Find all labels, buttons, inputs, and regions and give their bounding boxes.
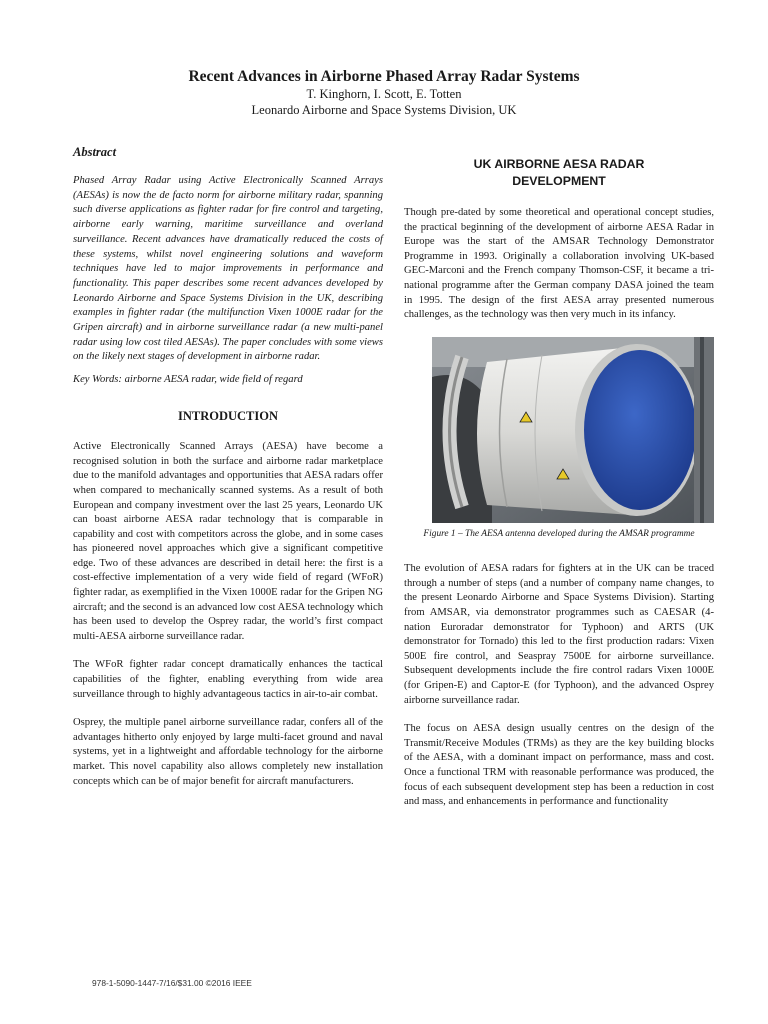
right-column xyxy=(404,156,714,810)
aesa-antenna-photo xyxy=(432,337,714,523)
abstract-text: Phased Array Radar using Active Electronically Scanned Arrays (AESAs) is now the de facto norm for airborne military radar, spanning such diverse applications as fighter radar for fire control and targeting, airborne early warning, maritime surveillance and overland surveillance. Recent advances have dramatically reduced the costs of these systems, whilst novel engineering solutions and waveform techniques have led to major improvements in performance and functionality. This paper describes some recent advances developed by Leonardo Airborne and Space Systems Division in the UK, describing examples in fighter radar (the multifunction Vixen 1000E radar for the Gripen aircraft) and in airborne surveillance radar (a new multi-panel radar using low cost tiled AESAs). The paper concludes with some views on the likely next stages of development in airborne radar. xyxy=(73,175,383,363)
paper-authors: T. Kinghorn, I. Scott, E. Totten xyxy=(306,87,462,101)
introduction-paragraph-3: Osprey, the multiple panel airborne surveillance radar, confers all of the advantages hitherto only enjoyed by large multi-facet ground and naval systems, yet in a lightweight and affordable technology for the airborne market. This novel capability also allows completely new installation concepts which can be of major benefit for aircraft manufacturers. xyxy=(73,717,383,787)
uk-section-paragraph-3: The focus on AESA design usually centres on the design of the Transmit/Receive Modules (TRMs) as they are the key building blocks of the AESA, with a dominant impact on performance, mass and cost. Once a functional TRM with reasonable performance was produced, the focus of each subsequent development step has been a reduction in cost and mass, and enhancements in performance and functionality xyxy=(404,723,714,808)
left-column xyxy=(73,145,383,789)
keywords: Key Words: airborne AESA radar, wide field of regard xyxy=(73,374,303,386)
paper-title: Recent Advances in Airborne Phased Array Radar Systems xyxy=(188,68,580,85)
uk-section-heading xyxy=(404,156,714,190)
introduction-paragraph-2: The WFoR fighter radar concept dramatically enhances the tactical capabilities of the fighter, enabling everything from wide area surveillance through to highly advantageous tactics in air-to-air combat. xyxy=(73,659,383,700)
uk-section-heading-line-2: DEVELOPMENT xyxy=(512,174,606,188)
introduction-heading: INTRODUCTION xyxy=(177,409,278,424)
uk-section-paragraph-1: Though pre-dated by some theoretical and operational concept studies, the practical beginning of the development of airborne AESA Radar in Europe was the start of the AMSAR Technology Demonstrator Programme in 1993. Originally a collaboration involving UK-based GEC-Marconi and the French company Thomson-CSF, it became a tri-national programme after the German company DASA joined the team in 1995. The design of the first AESA array presented numerous challenges, as the technology was then very much in its infancy. xyxy=(404,207,714,321)
paper-affiliation: Leonardo Airborne and Space Systems Division, UK xyxy=(251,103,517,117)
uk-section-paragraph-2: The evolution of AESA radars for fighters at in the UK can be traced through a number of steps (and a number of company name changes, to the present Leonardo Airborne and Space Systems Division). Starting from AMSAR, via demonstrator programmes such as CAESAR (4-nation Euroradar demonstrator for Typhoon) and ARTS (UK demonstrator for Tornado) this led to the first production radars: Vixen 500E fire control, and Seaspray 7500E for airborne surveillance. Subsequent developments include the fire control radars Vixen 1000E (for Gripen-E) and Captor-E (for Typhoon), and the advanced Osprey airborne surveillance radar. xyxy=(404,563,714,706)
introduction-paragraph-1: Active Electronically Scanned Arrays (AESA) have become a recognised solution in both the surface and airborne radar marketplace due to the manifold advantages and opportunities that AESA radars offer when compared to mechanically scanned systems. As a result of both European and company investment over the last 25 years, Leonardo UK can boast airborne AESA radar technology that is comparable in capability and cost with competitors across the globe, and in some cases has pioneered novel approaches which give a significant competitive edge. Two of these advances are described in detail here: the first is a cost-effective implementation of a very wide field of regard (WFoR) fighter radar, as exemplified in the Vixen 1000E radar for the Gripen NG aircraft; and the second is an advanced low cost AESA technology which has been used to develop the Osprey radar, the world’s first compact multi-AESA airborne surveillance radar. xyxy=(73,441,383,642)
copyright-footer: 978-1-5090-1447-7/16/$31.00 ©2016 IEEE xyxy=(92,978,252,988)
abstract-heading: Abstract xyxy=(73,145,117,159)
figure-caption: Figure 1 – The AESA antenna developed during the AMSAR programme xyxy=(423,528,695,539)
figure-aesa-antenna xyxy=(432,337,714,523)
uk-section-heading-line-1: UK AIRBORNE AESA RADAR xyxy=(473,157,645,171)
